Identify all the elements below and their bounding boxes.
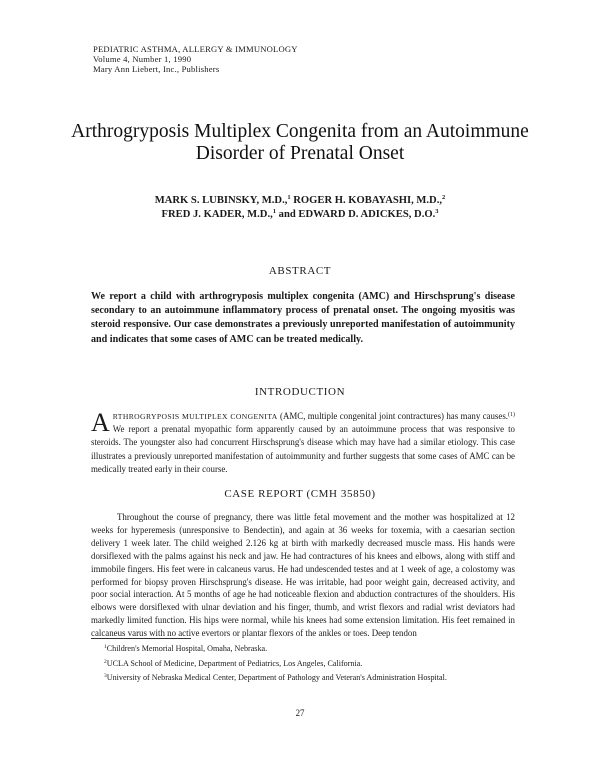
footnote-text: Children's Memorial Hospital, Omaha, Nebraska. [106,644,268,653]
title-line-1: Arthrogryposis Multiplex Congenita from an Autoimmune [71,121,529,142]
intro-small-caps: RTHROGRYPOSIS MULTIPLEX CONGENITA [112,412,278,421]
case-report-heading: CASE REPORT (CMH 35850) [224,488,376,500]
case-report-paragraph: Throughout the course of pregnancy, there was little fetal movement and the mother was hospitalized at 12 weeks for hyperemesis (unresponsive to Bendectin), and again at 36 weeks for toxemia, with a caesarian section delivery 1 week later. The child weighed 2.126 kg at birth with markedly decreased muscle mass. His hands were dorsiflexed with the palms against his neck and jaw. He had contractures of his knees and elbows, along with stiff and immobile fingers. His feet were in calcaneus varus. He had undescended testes and at 1 week of age, a colostomy was performed for biopsy proven Hirschsprung's disease. He was irritable, had poor weight gain, decreased activity, and poor social interaction. At 5 months of age he had noticeable flexion and abduction contractures of the shoulders. His elbows were dorsiflexed with ulnar deviation and his finger, thumb, and wrist flexors and radial wrist deviators had markedly limited function. His hips were normal, while his knees had some extension limitation. His feet remained in calcaneus varus with no active evertors or plantar flexors of the ankles or toes. Deep tendon [91,512,515,639]
article-title [0,121,600,165]
author-kobayashi: ROGER H. KOBAYASHI, M.D., [290,195,443,206]
footnote-divider [91,638,191,639]
footnote-3 [104,671,447,686]
intro-text-part-1: (AMC, multiple congenital joint contractures) has many causes. [277,411,508,421]
affiliation-mark: 3 [435,208,439,215]
journal-header [93,44,298,75]
intro-text-part-2: We report a prenatal myopathic form apparently caused by an autoimmune process that was responsive to steroids. The youngster also had concurrent Hirschsprung's disease which may have had a similar etiology. This case illustrates a previously unreported manifestation of autoimmunity and further suggests that some cases of AMC can be medically treated early in their course. [91,424,515,474]
journal-name: PEDIATRIC ASTHMA, ALLERGY & IMMUNOLOGY [93,44,298,54]
author-line-2 [0,208,600,222]
footnote-2 [104,657,447,672]
author-kader: FRED J. KADER, M.D., [161,209,273,220]
footnote-mark: 2 [104,658,107,665]
abstract-heading: ABSTRACT [268,265,332,277]
author-lubinsky: MARK S. LUBINSKY, M.D., [154,195,288,206]
footnotes [104,642,447,686]
abstract-text: We report a child with arthrogryposis multiplex congenita (AMC) and Hirschsprung's disease secondary to an autoimmune inflammatory process of prenatal onset. The ongoing myositis was steroid responsive. Our case demonstrates a previously unreported manifestation of autoimmunity and indicates that some cases of AMC can be treated medically. [91,291,515,345]
affiliation-mark: 1 [272,208,276,215]
author-adickes: and EDWARD D. ADICKES, D.O. [276,209,436,220]
affiliation-mark: 1 [287,194,291,201]
introduction-paragraph [91,410,515,476]
author-list [0,194,600,222]
drop-cap: A [91,408,110,437]
footnote-text: University of Nebraska Medical Center, Department of Pathology and Veteran's Administration Hospital. [106,673,447,683]
footnote-mark: 3 [104,673,107,680]
affiliation-mark: 2 [442,194,446,201]
title-line-2: Disorder of Prenatal Onset [195,143,405,164]
footnote-mark: 1 [104,644,107,650]
introduction-heading: INTRODUCTION [254,386,346,398]
footnote-text: UCLA School of Medicine, Department of Pediatrics, Los Angeles, California. [106,658,363,668]
reference-mark: (1) [508,412,515,418]
page-number: 27 [295,708,305,718]
journal-volume: Volume 4, Number 1, 1990 [93,54,192,65]
author-line-1 [0,194,600,208]
journal-publisher: Mary Ann Liebert, Inc., Publishers [93,64,220,75]
footnote-1 [104,642,447,657]
